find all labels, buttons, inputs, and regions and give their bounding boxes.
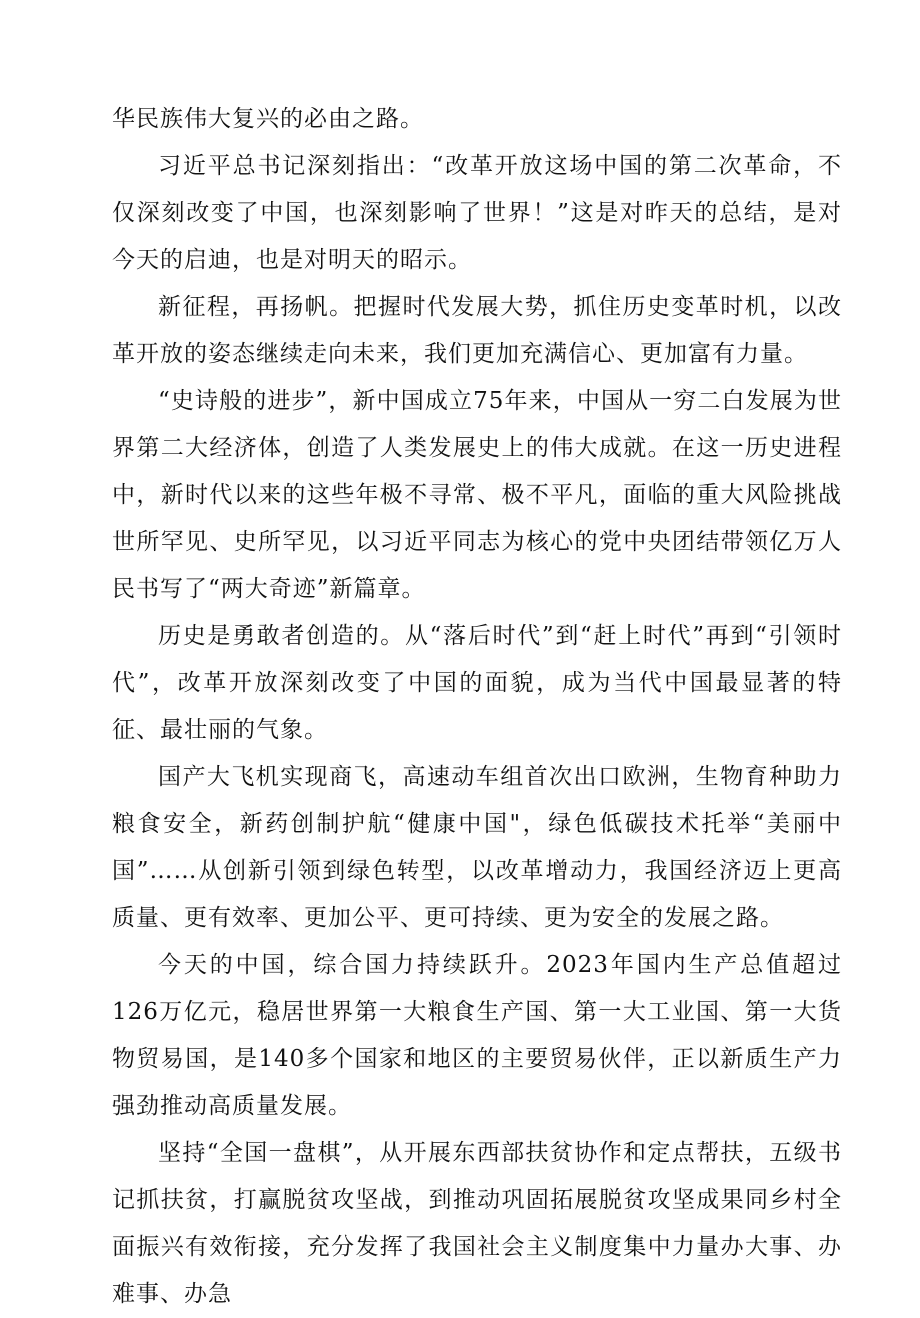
document-body [112, 96, 842, 1318]
paragraph-epic-progress: “史诗般的进步”，新中国成立75年来，中国从一穷二白发展为世界第二大经济体，创造了人类发展史上的伟大成就。在这一历史进程中，新时代以来的这些年极不寻常、极不平凡，面临的重大风险挑战世所罕见、史所罕见，以习近平同志为核心的党中央团结带领亿万人民书写了“两大奇迹”新篇章。 [112, 388, 842, 602]
paragraph-history-courage: 历史是勇敢者创造的。从“落后时代”到“赶上时代”再到“引领时代”，改革开放深刻改变了中国的面貌，成为当代中国最显著的特征、最壮丽的气象。 [112, 623, 842, 743]
paragraph-national-strength: 今天的中国，综合国力持续跃升。2023年国内生产总值超过126万亿元，稳居世界第一大粮食生产国、第一大工业国、第一大货物贸易国，是140多个国家和地区的主要贸易伙伴，正以新质生产力强劲推动高质量发展。 [112, 952, 842, 1119]
paragraph-quote-xi: 习近平总书记深刻指出：“改革开放这场中国的第二次革命，不仅深刻改变了中国，也深刻影响了世界！”这是对昨天的总结，是对今天的启迪，也是对明天的昭示。 [112, 153, 842, 273]
paragraph-poverty-alleviation: 坚持“全国一盘棋”，从开展东西部扶贫协作和定点帮扶，五级书记抓扶贫，打赢脱贫攻坚战，到推动巩固拓展脱贫攻坚成果同乡村全面振兴有效衔接，充分发挥了我国社会主义制度集中力量办大事、办难事、办急 [112, 1140, 842, 1307]
paragraph-innovation: 国产大飞机实现商飞，高速动车组首次出口欧洲，生物育种助力粮食安全，新药创制护航“健康中国"，绿色低碳技术托举“美丽中国”……从创新引领到绿色转型，以改革增动力，我国经济迈上更高质量、更有效率、更加公平、更可持续、更为安全的发展之路。 [112, 764, 842, 931]
paragraph-new-journey: 新征程，再扬帆。把握时代发展大势，抓住历史变革时机，以改革开放的姿态继续走向未来，我们更加充满信心、更加富有力量。 [112, 294, 842, 367]
paragraph-continuation: 华民族伟大复兴的必由之路。 [112, 106, 424, 132]
